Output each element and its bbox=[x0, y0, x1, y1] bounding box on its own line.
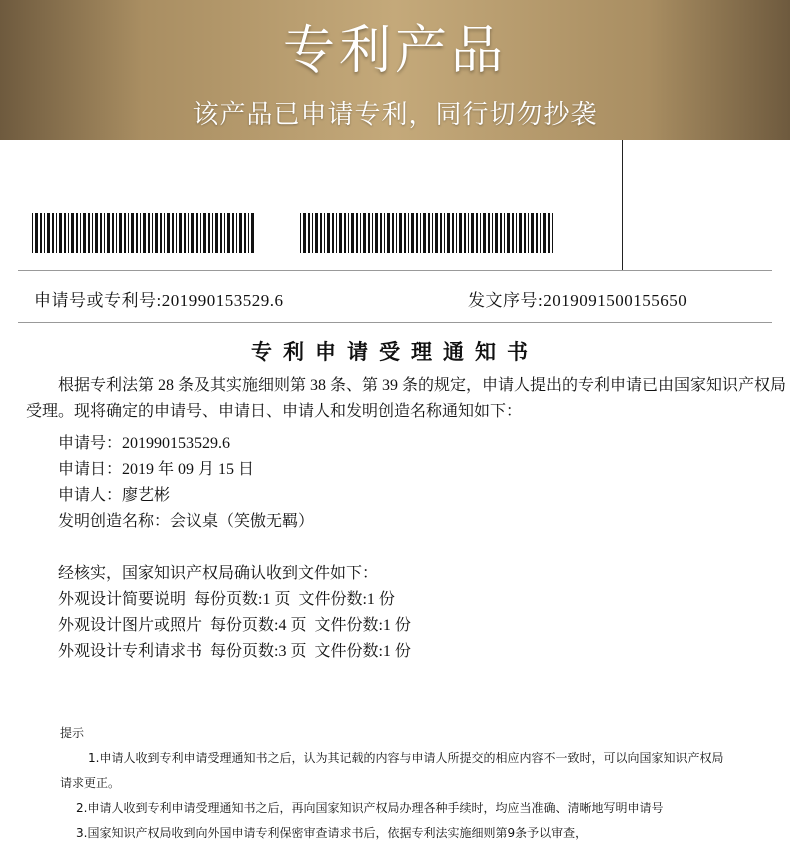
patent-banner bbox=[0, 0, 790, 140]
notice-title: 专利申请受理通知书 bbox=[251, 340, 539, 364]
tip-item: 请求更正。 bbox=[60, 776, 121, 790]
notice-intro bbox=[26, 373, 786, 425]
vertical-divider bbox=[622, 140, 623, 270]
tip-item: 1.申请人收到专利申请受理通知书之后，认为其记载的内容与申请人所提交的相应内容不一致时，可以向国家知识产权局 bbox=[88, 751, 724, 765]
document-item: 外观设计图片或照片 每份页数:4 页 文件份数:1 份 bbox=[58, 617, 411, 634]
barcode-right bbox=[300, 213, 555, 253]
header-divider-bottom bbox=[18, 322, 772, 323]
tip-item: 3.国家知识产权局收到向外国申请专利保密审查请求书后，依据专利法实施细则第9条予以审查， bbox=[76, 826, 588, 840]
document-item: 外观设计简要说明 每份页数:1 页 文件份数:1 份 bbox=[58, 591, 395, 608]
field-application-number: 申请号：201990153529.6 bbox=[58, 435, 231, 452]
application-number: 申请号或专利号:201990153529.6 bbox=[34, 291, 284, 310]
field-application-date: 申请日：2019 年 09 月 15 日 bbox=[58, 461, 255, 478]
field-invention-name: 发明创造名称：会议桌（笑傲无羁） bbox=[58, 513, 315, 530]
banner-subtitle: 该产品已申请专利，同行切勿抄袭 bbox=[192, 100, 598, 130]
tips-heading: 提示 bbox=[60, 726, 85, 740]
field-applicant: 申请人：廖艺彬 bbox=[58, 487, 171, 504]
received-heading: 经核实，国家知识产权局确认收到文件如下： bbox=[58, 565, 379, 582]
banner-title: 专利产品 bbox=[282, 21, 507, 81]
intro-line-2: 受理。现将确定的申请号、申请日、申请人和发明创造名称通知如下： bbox=[26, 403, 523, 420]
intro-line-1: 根据专利法第 28 条及其实施细则第 38 条、第 39 条的规定，申请人提出的专利申请已由国家知识产权局 bbox=[58, 377, 787, 394]
barcode-left bbox=[32, 213, 254, 253]
dispatch-number: 发文序号:2019091500155650 bbox=[468, 291, 688, 310]
header-divider-top bbox=[18, 270, 772, 271]
tip-item: 2.申请人收到专利申请受理通知书之后，再向国家知识产权局办理各种手续时，均应当准确、清晰地写明申请号 bbox=[76, 801, 664, 815]
document-item: 外观设计专利请求书 每份页数:3 页 文件份数:1 份 bbox=[58, 643, 411, 660]
